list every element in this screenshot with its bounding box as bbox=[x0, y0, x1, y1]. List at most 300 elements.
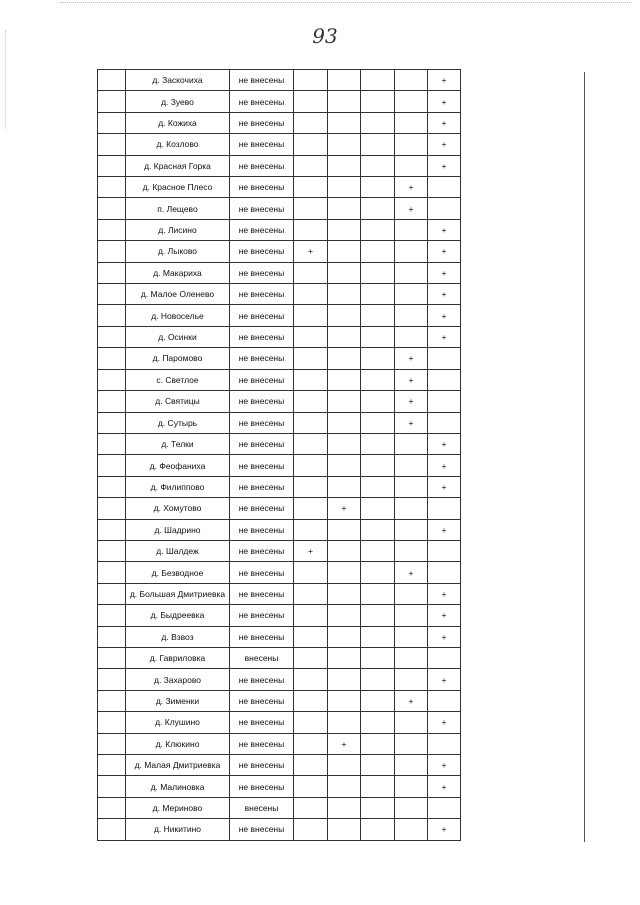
mark-cell: + bbox=[428, 455, 461, 476]
mark-cell bbox=[395, 498, 428, 519]
status-cell: не внесены bbox=[230, 540, 294, 561]
mark-cell: + bbox=[428, 626, 461, 647]
settlement-name-cell: с. Светлое bbox=[126, 369, 230, 390]
settlement-name-cell: д. Новоселье bbox=[126, 305, 230, 326]
mark-cell bbox=[294, 583, 328, 604]
mark-cell bbox=[328, 712, 361, 733]
settlement-name-cell: д. Малиновка bbox=[126, 776, 230, 797]
mark-cell bbox=[361, 519, 395, 540]
mark-cell: + bbox=[428, 241, 461, 262]
row-number-cell bbox=[98, 70, 126, 91]
mark-cell: + bbox=[428, 583, 461, 604]
mark-cell bbox=[428, 369, 461, 390]
status-cell: внесены bbox=[230, 797, 294, 818]
table-row bbox=[98, 198, 461, 219]
mark-cell bbox=[294, 647, 328, 668]
mark-cell bbox=[294, 391, 328, 412]
mark-cell bbox=[395, 669, 428, 690]
mark-cell bbox=[328, 519, 361, 540]
table-row bbox=[98, 519, 461, 540]
row-number-cell bbox=[98, 112, 126, 133]
row-number-cell bbox=[98, 819, 126, 840]
row-number-cell bbox=[98, 198, 126, 219]
mark-cell bbox=[328, 755, 361, 776]
mark-cell bbox=[294, 91, 328, 112]
mark-cell bbox=[395, 519, 428, 540]
row-number-cell bbox=[98, 712, 126, 733]
settlement-name-cell: д. Клюкино bbox=[126, 733, 230, 754]
mark-cell bbox=[395, 712, 428, 733]
mark-cell bbox=[361, 626, 395, 647]
mark-cell bbox=[328, 797, 361, 818]
mark-cell: + bbox=[395, 690, 428, 711]
status-cell: не внесены bbox=[230, 433, 294, 454]
mark-cell bbox=[328, 819, 361, 840]
mark-cell bbox=[328, 540, 361, 561]
mark-cell: + bbox=[395, 177, 428, 198]
status-cell: не внесены bbox=[230, 369, 294, 390]
status-cell: не внесены bbox=[230, 690, 294, 711]
settlement-name-cell: д. Малое Оленево bbox=[126, 284, 230, 305]
mark-cell bbox=[294, 626, 328, 647]
mark-cell bbox=[395, 284, 428, 305]
mark-cell bbox=[328, 262, 361, 283]
status-cell: не внесены bbox=[230, 91, 294, 112]
settlement-name-cell: д. Захарово bbox=[126, 669, 230, 690]
status-cell: не внесены bbox=[230, 733, 294, 754]
mark-cell bbox=[361, 219, 395, 240]
mark-cell: + bbox=[428, 70, 461, 91]
row-number-cell bbox=[98, 305, 126, 326]
row-number-cell bbox=[98, 241, 126, 262]
settlement-name-cell: д. Зименки bbox=[126, 690, 230, 711]
mark-cell bbox=[361, 433, 395, 454]
mark-cell: + bbox=[395, 391, 428, 412]
row-number-cell bbox=[98, 626, 126, 647]
mark-cell bbox=[395, 305, 428, 326]
mark-cell bbox=[361, 712, 395, 733]
mark-cell: + bbox=[428, 284, 461, 305]
mark-cell: + bbox=[428, 476, 461, 497]
row-number-cell bbox=[98, 326, 126, 347]
mark-cell bbox=[428, 647, 461, 668]
mark-cell bbox=[361, 262, 395, 283]
status-cell: не внесены bbox=[230, 326, 294, 347]
status-cell: не внесены bbox=[230, 198, 294, 219]
status-cell: не внесены bbox=[230, 776, 294, 797]
mark-cell bbox=[361, 733, 395, 754]
table-row bbox=[98, 476, 461, 497]
mark-cell bbox=[294, 690, 328, 711]
status-cell: не внесены bbox=[230, 605, 294, 626]
table-row bbox=[98, 219, 461, 240]
mark-cell bbox=[395, 219, 428, 240]
table-row bbox=[98, 241, 461, 262]
row-number-cell bbox=[98, 348, 126, 369]
status-cell: не внесены bbox=[230, 241, 294, 262]
mark-cell bbox=[395, 433, 428, 454]
table-row bbox=[98, 498, 461, 519]
mark-cell: + bbox=[428, 112, 461, 133]
row-number-cell bbox=[98, 647, 126, 668]
mark-cell: + bbox=[428, 155, 461, 176]
mark-cell bbox=[328, 669, 361, 690]
row-number-cell bbox=[98, 605, 126, 626]
mark-cell bbox=[361, 540, 395, 561]
mark-cell: + bbox=[294, 540, 328, 561]
mark-cell bbox=[294, 797, 328, 818]
status-cell: не внесены bbox=[230, 455, 294, 476]
mark-cell bbox=[294, 262, 328, 283]
row-number-cell bbox=[98, 755, 126, 776]
status-cell: не внесены bbox=[230, 262, 294, 283]
mark-cell bbox=[328, 690, 361, 711]
row-number-cell bbox=[98, 455, 126, 476]
settlement-name-cell: д. Взвоз bbox=[126, 626, 230, 647]
status-cell: не внесены bbox=[230, 177, 294, 198]
mark-cell bbox=[328, 134, 361, 155]
status-cell: не внесены bbox=[230, 70, 294, 91]
mark-cell bbox=[395, 155, 428, 176]
settlement-name-cell: д. Большая Дмитриевка bbox=[126, 583, 230, 604]
row-number-cell bbox=[98, 776, 126, 797]
mark-cell: + bbox=[428, 134, 461, 155]
mark-cell bbox=[328, 562, 361, 583]
table-row bbox=[98, 755, 461, 776]
mark-cell bbox=[328, 70, 361, 91]
mark-cell bbox=[328, 177, 361, 198]
mark-cell bbox=[328, 626, 361, 647]
mark-cell: + bbox=[395, 369, 428, 390]
row-number-cell bbox=[98, 177, 126, 198]
mark-cell bbox=[294, 605, 328, 626]
status-cell: не внесены bbox=[230, 219, 294, 240]
settlement-name-cell: д. Святицы bbox=[126, 391, 230, 412]
settlement-name-cell: д. Зуево bbox=[126, 91, 230, 112]
row-number-cell bbox=[98, 797, 126, 818]
mark-cell bbox=[395, 819, 428, 840]
table-row bbox=[98, 455, 461, 476]
table-row bbox=[98, 177, 461, 198]
mark-cell bbox=[361, 690, 395, 711]
mark-cell bbox=[361, 241, 395, 262]
mark-cell: + bbox=[428, 712, 461, 733]
settlements-table bbox=[97, 69, 461, 841]
settlement-name-cell: д. Шадрино bbox=[126, 519, 230, 540]
settlement-name-cell: д. Мериново bbox=[126, 797, 230, 818]
mark-cell bbox=[428, 177, 461, 198]
settlement-name-cell: д. Лисино bbox=[126, 219, 230, 240]
status-cell: не внесены bbox=[230, 134, 294, 155]
table-row bbox=[98, 776, 461, 797]
mark-cell bbox=[361, 91, 395, 112]
mark-cell bbox=[361, 326, 395, 347]
mark-cell bbox=[328, 369, 361, 390]
table-row bbox=[98, 733, 461, 754]
mark-cell bbox=[361, 476, 395, 497]
mark-cell bbox=[361, 369, 395, 390]
mark-cell bbox=[294, 498, 328, 519]
mark-cell bbox=[294, 326, 328, 347]
row-number-cell bbox=[98, 433, 126, 454]
mark-cell bbox=[294, 519, 328, 540]
mark-cell: + bbox=[428, 305, 461, 326]
table-row bbox=[98, 134, 461, 155]
table-row bbox=[98, 369, 461, 390]
status-cell: не внесены bbox=[230, 498, 294, 519]
table-row bbox=[98, 262, 461, 283]
row-number-cell bbox=[98, 733, 126, 754]
mark-cell: + bbox=[428, 519, 461, 540]
mark-cell bbox=[428, 690, 461, 711]
mark-cell bbox=[395, 134, 428, 155]
mark-cell bbox=[328, 241, 361, 262]
mark-cell bbox=[361, 669, 395, 690]
mark-cell: + bbox=[428, 219, 461, 240]
mark-cell bbox=[395, 455, 428, 476]
settlement-name-cell: д. Козлово bbox=[126, 134, 230, 155]
mark-cell bbox=[328, 647, 361, 668]
table-row bbox=[98, 562, 461, 583]
settlement-name-cell: д. Безводное bbox=[126, 562, 230, 583]
settlement-name-cell: д. Клушино bbox=[126, 712, 230, 733]
mark-cell bbox=[395, 70, 428, 91]
table-row bbox=[98, 605, 461, 626]
row-number-cell bbox=[98, 134, 126, 155]
mark-cell: + bbox=[428, 262, 461, 283]
mark-cell: + bbox=[428, 755, 461, 776]
mark-cell bbox=[361, 562, 395, 583]
settlement-name-cell: д. Филиппово bbox=[126, 476, 230, 497]
mark-cell: + bbox=[294, 241, 328, 262]
table-row bbox=[98, 819, 461, 840]
mark-cell: + bbox=[428, 776, 461, 797]
status-cell: не внесены bbox=[230, 669, 294, 690]
mark-cell: + bbox=[428, 433, 461, 454]
row-number-cell bbox=[98, 155, 126, 176]
mark-cell bbox=[361, 498, 395, 519]
row-number-cell bbox=[98, 690, 126, 711]
status-cell: не внесены bbox=[230, 412, 294, 433]
mark-cell bbox=[361, 305, 395, 326]
status-cell: не внесены bbox=[230, 755, 294, 776]
mark-cell bbox=[294, 433, 328, 454]
mark-cell bbox=[395, 626, 428, 647]
mark-cell bbox=[428, 733, 461, 754]
row-number-cell bbox=[98, 391, 126, 412]
mark-cell bbox=[361, 155, 395, 176]
margin-rule bbox=[584, 72, 585, 842]
mark-cell: + bbox=[428, 669, 461, 690]
settlement-name-cell: д. Заскочиха bbox=[126, 70, 230, 91]
mark-cell bbox=[328, 476, 361, 497]
mark-cell bbox=[294, 134, 328, 155]
settlement-name-cell: п. Лещево bbox=[126, 198, 230, 219]
mark-cell bbox=[361, 177, 395, 198]
status-cell: не внесены bbox=[230, 348, 294, 369]
table-row bbox=[98, 540, 461, 561]
row-number-cell bbox=[98, 669, 126, 690]
mark-cell bbox=[361, 70, 395, 91]
mark-cell bbox=[294, 177, 328, 198]
settlement-name-cell: д. Гавриловка bbox=[126, 647, 230, 668]
mark-cell bbox=[395, 262, 428, 283]
row-number-cell bbox=[98, 219, 126, 240]
table-row bbox=[98, 348, 461, 369]
mark-cell: + bbox=[328, 733, 361, 754]
mark-cell bbox=[361, 583, 395, 604]
row-number-cell bbox=[98, 476, 126, 497]
table-row bbox=[98, 669, 461, 690]
mark-cell bbox=[294, 155, 328, 176]
mark-cell bbox=[428, 348, 461, 369]
mark-cell bbox=[361, 797, 395, 818]
mark-cell bbox=[361, 112, 395, 133]
table-row bbox=[98, 284, 461, 305]
row-number-cell bbox=[98, 540, 126, 561]
mark-cell bbox=[328, 391, 361, 412]
mark-cell bbox=[294, 369, 328, 390]
mark-cell bbox=[294, 455, 328, 476]
settlement-name-cell: д. Малая Дмитриевка bbox=[126, 755, 230, 776]
status-cell: не внесены bbox=[230, 284, 294, 305]
mark-cell bbox=[428, 562, 461, 583]
mark-cell bbox=[328, 348, 361, 369]
mark-cell bbox=[294, 712, 328, 733]
mark-cell bbox=[361, 391, 395, 412]
mark-cell bbox=[294, 305, 328, 326]
mark-cell: + bbox=[395, 348, 428, 369]
settlement-name-cell: д. Хомутово bbox=[126, 498, 230, 519]
row-number-cell bbox=[98, 91, 126, 112]
row-number-cell bbox=[98, 284, 126, 305]
mark-cell bbox=[361, 755, 395, 776]
mark-cell bbox=[328, 284, 361, 305]
table-row bbox=[98, 647, 461, 668]
table-row bbox=[98, 626, 461, 647]
mark-cell bbox=[428, 391, 461, 412]
mark-cell bbox=[361, 348, 395, 369]
mark-cell bbox=[361, 134, 395, 155]
mark-cell bbox=[395, 797, 428, 818]
mark-cell: + bbox=[328, 498, 361, 519]
mark-cell: + bbox=[395, 198, 428, 219]
mark-cell: + bbox=[428, 605, 461, 626]
mark-cell bbox=[328, 455, 361, 476]
mark-cell bbox=[428, 412, 461, 433]
mark-cell bbox=[328, 112, 361, 133]
mark-cell bbox=[395, 540, 428, 561]
mark-cell bbox=[328, 412, 361, 433]
mark-cell bbox=[328, 583, 361, 604]
mark-cell: + bbox=[428, 326, 461, 347]
mark-cell bbox=[395, 776, 428, 797]
settlement-name-cell: д. Красное Плесо bbox=[126, 177, 230, 198]
table-row bbox=[98, 690, 461, 711]
table-row bbox=[98, 305, 461, 326]
table-row bbox=[98, 391, 461, 412]
mark-cell bbox=[395, 605, 428, 626]
mark-cell bbox=[328, 91, 361, 112]
mark-cell bbox=[395, 733, 428, 754]
mark-cell bbox=[294, 755, 328, 776]
mark-cell bbox=[395, 647, 428, 668]
settlement-name-cell: д. Шалдеж bbox=[126, 540, 230, 561]
table-row bbox=[98, 326, 461, 347]
mark-cell bbox=[395, 583, 428, 604]
mark-cell bbox=[294, 412, 328, 433]
mark-cell bbox=[361, 284, 395, 305]
status-cell: не внесены bbox=[230, 519, 294, 540]
mark-cell bbox=[361, 605, 395, 626]
row-number-cell bbox=[98, 562, 126, 583]
mark-cell bbox=[395, 241, 428, 262]
mark-cell bbox=[294, 348, 328, 369]
settlement-name-cell: д. Паромово bbox=[126, 348, 230, 369]
status-cell: не внесены bbox=[230, 391, 294, 412]
settlement-name-cell: д. Осинки bbox=[126, 326, 230, 347]
mark-cell bbox=[328, 219, 361, 240]
mark-cell bbox=[428, 498, 461, 519]
page-number: 93 bbox=[312, 24, 338, 48]
mark-cell bbox=[294, 112, 328, 133]
settlement-name-cell: д. Кожиха bbox=[126, 112, 230, 133]
scan-edge-left bbox=[5, 30, 6, 130]
mark-cell bbox=[294, 819, 328, 840]
mark-cell bbox=[395, 326, 428, 347]
table-row bbox=[98, 712, 461, 733]
table-row bbox=[98, 70, 461, 91]
settlement-name-cell: д. Быдреевка bbox=[126, 605, 230, 626]
status-cell: не внесены bbox=[230, 562, 294, 583]
mark-cell: + bbox=[428, 91, 461, 112]
settlement-name-cell: д. Никитино bbox=[126, 819, 230, 840]
mark-cell bbox=[294, 776, 328, 797]
mark-cell bbox=[395, 112, 428, 133]
mark-cell: + bbox=[428, 819, 461, 840]
mark-cell bbox=[395, 476, 428, 497]
mark-cell bbox=[361, 776, 395, 797]
row-number-cell bbox=[98, 498, 126, 519]
status-cell: не внесены bbox=[230, 712, 294, 733]
scan-edge-top bbox=[60, 2, 632, 3]
status-cell: не внесены bbox=[230, 583, 294, 604]
mark-cell bbox=[328, 433, 361, 454]
table-body bbox=[98, 70, 461, 841]
mark-cell bbox=[361, 455, 395, 476]
settlement-name-cell: д. Лыково bbox=[126, 241, 230, 262]
mark-cell bbox=[328, 605, 361, 626]
mark-cell bbox=[328, 198, 361, 219]
status-cell: не внесены bbox=[230, 112, 294, 133]
mark-cell bbox=[361, 412, 395, 433]
row-number-cell bbox=[98, 369, 126, 390]
mark-cell bbox=[294, 219, 328, 240]
mark-cell bbox=[294, 476, 328, 497]
table-row bbox=[98, 433, 461, 454]
mark-cell bbox=[361, 647, 395, 668]
table-row bbox=[98, 583, 461, 604]
mark-cell bbox=[361, 198, 395, 219]
mark-cell bbox=[428, 797, 461, 818]
mark-cell bbox=[395, 755, 428, 776]
status-cell: не внесены bbox=[230, 626, 294, 647]
mark-cell: + bbox=[395, 562, 428, 583]
mark-cell: + bbox=[395, 412, 428, 433]
row-number-cell bbox=[98, 412, 126, 433]
status-cell: не внесены bbox=[230, 155, 294, 176]
table-row bbox=[98, 155, 461, 176]
